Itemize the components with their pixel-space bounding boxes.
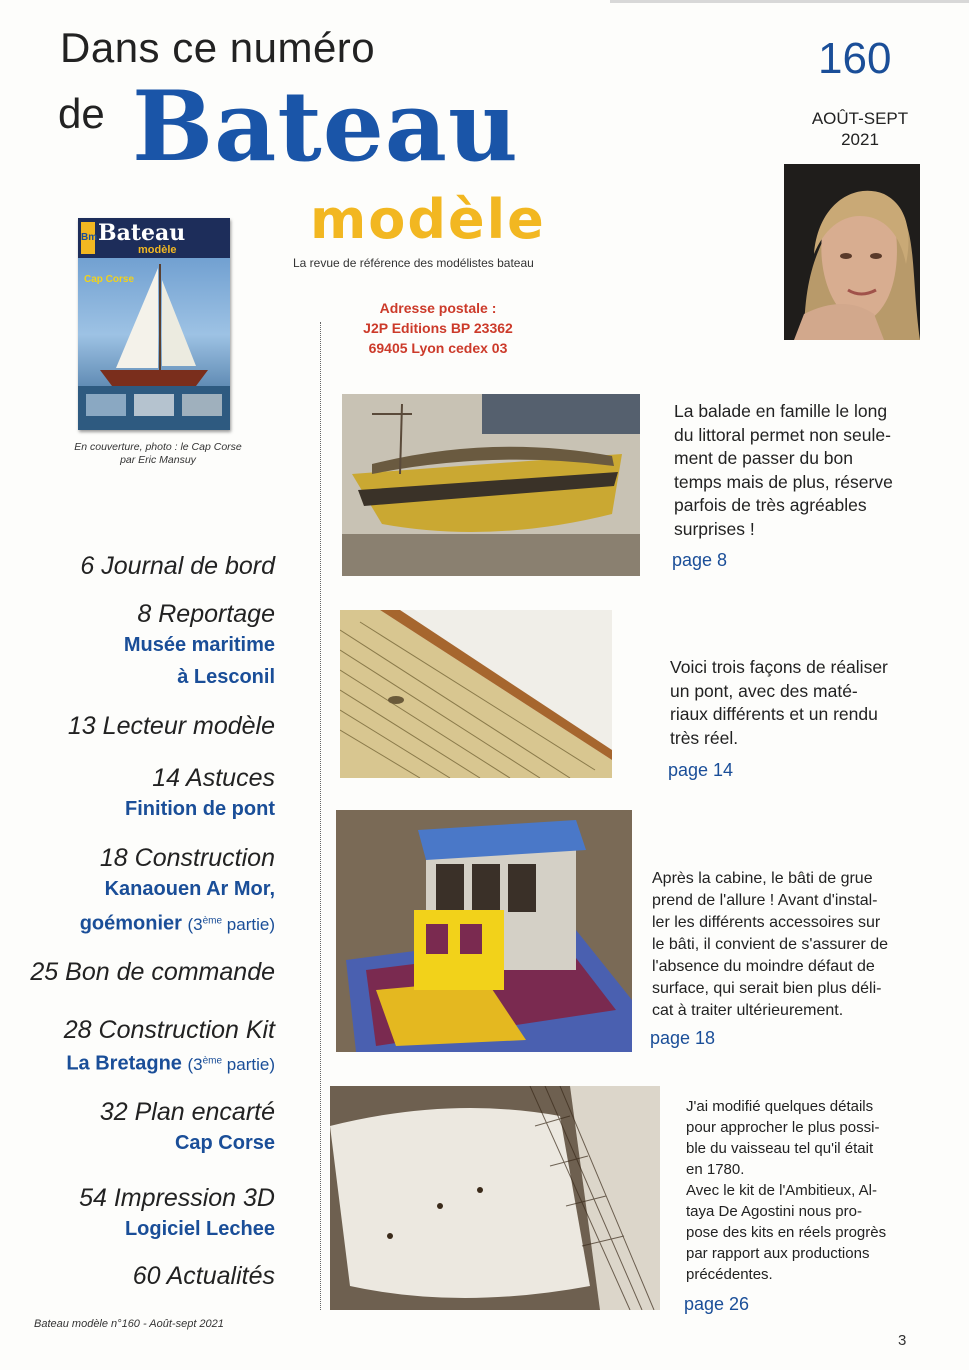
magazine-cover xyxy=(78,218,230,430)
issue-month: AOÛT-SEPT xyxy=(811,109,909,128)
header-title: Dans ce numéro xyxy=(60,24,376,71)
editor-portrait xyxy=(784,164,920,340)
cover-caption xyxy=(60,441,256,467)
brand-logo-sub: modèle xyxy=(310,188,546,251)
toc-item[interactable] xyxy=(125,764,275,825)
postal-address xyxy=(338,298,538,358)
brand-logo-main: Bateau xyxy=(132,70,519,183)
toc-title: 6 Journal de bord xyxy=(80,552,275,580)
footer-text: Bateau modèle n°160 - Août-sept 2021 xyxy=(34,1318,224,1330)
toc-item[interactable] xyxy=(124,600,275,693)
toc-item[interactable] xyxy=(30,958,275,987)
article-photo-deck-planking xyxy=(340,610,612,778)
toc-title: 32 Plan encarté xyxy=(99,1098,275,1126)
toc-title: 28 Construction Kit xyxy=(63,1016,275,1044)
portrait-illustration xyxy=(784,164,920,340)
issue-number: 160 xyxy=(818,34,892,83)
address-line2: 69405 Lyon cedex 03 xyxy=(368,340,508,356)
tagline: La revue de référence des modélistes bateau xyxy=(293,256,534,270)
address-line1: J2P Editions BP 23362 xyxy=(363,320,513,336)
article-page-link[interactable]: page 18 xyxy=(650,1028,716,1048)
header-prefix: de xyxy=(58,90,105,137)
article-photo-cabin-model xyxy=(336,810,632,1052)
toc-subtitle: Cap Corse xyxy=(174,1132,275,1154)
top-edge-line xyxy=(610,0,969,3)
toc-title: 60 Actualités xyxy=(132,1262,275,1290)
page-number: 3 xyxy=(898,1332,907,1349)
toc-item[interactable] xyxy=(100,1098,275,1159)
cover-sailboat-illustration xyxy=(78,258,230,430)
toc-item[interactable] xyxy=(79,1184,275,1245)
toc-part-note: (3ème partie) xyxy=(187,914,275,934)
cover-caption-credit: par Eric Mansuy xyxy=(120,454,196,466)
toc-subtitle: Finition de pont xyxy=(125,798,275,820)
toc-item[interactable] xyxy=(80,844,275,941)
toc-subtitle: Logiciel Lechee xyxy=(124,1218,275,1240)
issue-year: 2021 xyxy=(841,130,879,149)
toc-title: 13 Lecteur modèle xyxy=(67,712,275,740)
address-label: Adresse postale : xyxy=(379,300,497,316)
cover-title: Bateau xyxy=(98,220,186,246)
toc-part-note: (3ème partie) xyxy=(187,1054,275,1074)
toc-subtitle: La Bretagne xyxy=(66,1052,182,1075)
cover-caption-line: En couverture, photo : le Cap Corse xyxy=(74,441,242,453)
article-page-link[interactable]: page 8 xyxy=(672,550,728,570)
toc-subtitle: à Lesconil xyxy=(177,666,275,688)
toc-title: 14 Astuces xyxy=(152,764,275,792)
article-photo-fishing-boat xyxy=(342,394,640,576)
toc-item[interactable] xyxy=(64,1016,275,1081)
toc-subtitle: Musée maritime xyxy=(123,634,275,656)
toc-title: 8 Reportage xyxy=(137,600,275,628)
article-text: Après la cabine, le bâti de grue prend de l'allure ! Avant d'instal- ler les différents accessoires sur le bâti, il convient de s'assurer de l'absence du moindre défaut de surface, qui serait bien plus déli- cat à traiter ultérieurement. xyxy=(652,870,889,1019)
article-page-link[interactable]: page 14 xyxy=(668,760,734,780)
article-page-link[interactable]: page 26 xyxy=(684,1294,750,1314)
column-divider xyxy=(320,322,321,1310)
toc-title: 18 Construction xyxy=(99,844,275,872)
toc-item[interactable] xyxy=(68,712,275,741)
article-text: J'ai modifié quelques détails pour approcher le plus possi- ble du vaisseau tel qu'il était en 1780. Avec le kit de l'Ambitieux, Al- taya De Agostini nous pro- pose des kits en réels progrès par rapport aux productions précédentes. xyxy=(686,1098,887,1283)
toc-title: 25 Bon de commande xyxy=(30,958,275,986)
toc-item[interactable] xyxy=(80,552,275,581)
toc-subtitle: Kanaouen Ar Mor, xyxy=(104,878,275,900)
article-text: Voici trois façons de réaliser un pont, avec des maté- riaux différents et un rendu très réel. xyxy=(670,657,888,748)
article-text: La balade en famille le long du littoral permet non seule- ment de passer du bon temps mais de plus, réserve parfois de très agréables surprises ! xyxy=(674,401,893,539)
cover-headline: Cap Corse xyxy=(84,274,135,285)
toc-subtitle: goémonier xyxy=(79,912,182,935)
cover-subtitle: modèle xyxy=(138,244,177,256)
article-photo-sails-rigging xyxy=(330,1086,660,1310)
toc-title: 54 Impression 3D xyxy=(79,1184,275,1212)
toc-item[interactable] xyxy=(133,1262,275,1291)
issue-date xyxy=(790,108,930,150)
cover-logo-badge: Bm xyxy=(81,222,95,254)
